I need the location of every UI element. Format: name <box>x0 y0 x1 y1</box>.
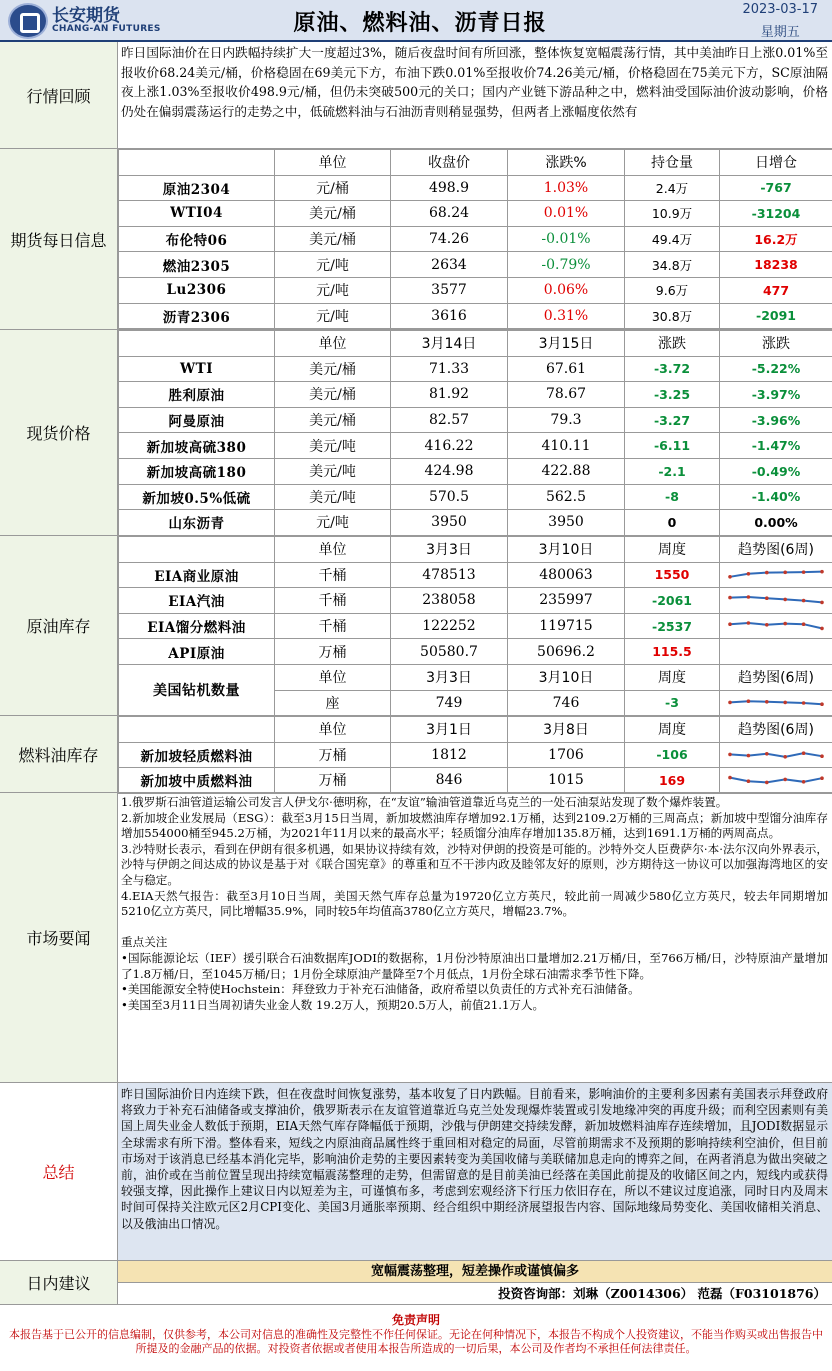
spot-name: 胜利原油 <box>119 382 275 408</box>
close-price: 2634 <box>391 252 508 278</box>
unit-cell: 千桶 <box>275 613 391 639</box>
instrument-name: 沥青2306 <box>119 303 275 329</box>
trend-cell <box>720 768 832 794</box>
trend-point <box>820 702 824 706</box>
column-header: 3月3日 <box>391 537 508 563</box>
daily-oi-change: -2091 <box>720 303 832 329</box>
table-row <box>119 277 832 303</box>
table-row <box>119 407 832 433</box>
spot-name: 阿曼原油 <box>119 407 275 433</box>
price-change: -3.27 <box>625 407 720 433</box>
price-change: -3.25 <box>625 382 720 408</box>
section-label: 期货每日信息 <box>0 149 118 329</box>
spot-name: 新加坡0.5%低硫 <box>119 484 275 510</box>
unit-cell: 美元/桶 <box>275 356 391 382</box>
table-row <box>119 510 832 536</box>
column-header: 3月8日 <box>508 717 625 743</box>
spot-name: WTI <box>119 356 275 382</box>
column-header: 涨跌% <box>508 150 625 176</box>
price-day1: 424.98 <box>391 458 508 484</box>
column-header: 收盘价 <box>391 150 508 176</box>
value-week2: 480063 <box>508 562 625 588</box>
daily-oi-change: 18238 <box>720 252 832 278</box>
price-day2: 67.61 <box>508 356 625 382</box>
trend-point <box>802 780 806 784</box>
brand-name-en: CHANG-AN FUTURES <box>52 24 161 34</box>
news-item: •美国能源安全特使Hochstein：拜登致力于补充石油储备，政府希望以负责任的方式补充石油储备。 <box>121 982 640 997</box>
weekly-change: -106 <box>625 742 720 768</box>
trend-point <box>728 575 732 579</box>
table-row <box>119 458 832 484</box>
price-change-pct: -5.22% <box>720 356 832 382</box>
trend-point <box>802 701 806 705</box>
trend-point <box>783 598 787 602</box>
inventory-name: EIA馏分燃料油 <box>119 613 275 639</box>
news-item: •美国至3月11日当周初请失业金人数 19.2万人，预期20.5万人，前值21.1万人。 <box>121 997 545 1012</box>
column-header: 趋势图(6周) <box>720 664 832 690</box>
open-interest: 10.9万 <box>625 201 720 227</box>
trend-point <box>747 621 751 625</box>
table-row <box>119 201 832 227</box>
price-change-pct: -0.49% <box>720 458 832 484</box>
unit-cell: 美元/吨 <box>275 458 391 484</box>
trend-point <box>765 623 769 627</box>
header-blank <box>119 717 275 743</box>
unit-cell: 万桶 <box>275 742 391 768</box>
value-week1: 238058 <box>391 588 508 614</box>
fuel-inventory-table <box>118 716 832 794</box>
trend-point <box>783 755 787 759</box>
inventory-name: EIA汽油 <box>119 588 275 614</box>
advice-box <box>118 1261 832 1304</box>
column-header: 3月10日 <box>508 537 625 563</box>
daily-oi-change: 16.2万 <box>720 226 832 252</box>
instrument-name: Lu2306 <box>119 277 275 303</box>
table-row <box>119 303 832 329</box>
section-label: 原油库存 <box>0 536 118 715</box>
value-week2: 1015 <box>508 768 625 794</box>
close-price: 3616 <box>391 303 508 329</box>
news-item: 1.俄罗斯石油管道运输公司发言人伊戈尔·德明称，在“友谊”输油管道靠近乌克兰的一处石油泵站发现了数个爆炸装置。 <box>121 795 728 809</box>
value-week2: 746 <box>508 690 625 716</box>
price-day2: 562.5 <box>508 484 625 510</box>
unit-cell: 元/吨 <box>275 277 391 303</box>
change-pct: -0.01% <box>508 226 625 252</box>
weekly-change: -2061 <box>625 588 720 614</box>
trend-line <box>730 623 822 628</box>
trend-point <box>820 627 824 631</box>
price-day1: 71.33 <box>391 356 508 382</box>
unit-cell: 美元/桶 <box>275 382 391 408</box>
open-interest: 9.6万 <box>625 277 720 303</box>
fuel-inventory-section <box>0 716 832 793</box>
table-row <box>119 484 832 510</box>
advice-main: 宽幅震荡整理，短差操作或谨慎偏多 <box>118 1261 832 1283</box>
change-pct: 0.31% <box>508 303 625 329</box>
price-change-pct: -1.47% <box>720 433 832 459</box>
column-header: 周度 <box>625 537 720 563</box>
value-week1: 749 <box>391 690 508 716</box>
close-price: 74.26 <box>391 226 508 252</box>
trend-point <box>728 700 732 704</box>
trend-point <box>747 780 751 784</box>
table-row <box>119 226 832 252</box>
price-change-pct: -3.96% <box>720 407 832 433</box>
trend-point <box>747 596 751 600</box>
brand-name-cn: 长安期货 <box>52 6 120 26</box>
trend-point <box>728 752 732 756</box>
inventory-name: 新加坡中质燃料油 <box>119 768 275 794</box>
table-row <box>119 356 832 382</box>
instrument-name: WTI04 <box>119 201 275 227</box>
trend-point <box>820 570 824 574</box>
section-label: 市场要闻 <box>0 793 118 1082</box>
open-interest: 30.8万 <box>625 303 720 329</box>
weekly-change: 1550 <box>625 562 720 588</box>
disclaimer-text: 本报告基于已公开的信息编制，仅供参考，本公司对信息的准确性及完整性不作任何保证。无论在何种情况下，本报告不构成个人投资建议，不能当作购买或出售报告中所提及的金融产品的依据。对投资者依据或者使用本报告所造成的一切后果，本公司及作者均不承担任何法律责任。 <box>9 1327 823 1355</box>
price-change-pct: -1.40% <box>720 484 832 510</box>
trend-line <box>730 701 822 704</box>
unit-cell: 元/吨 <box>275 510 391 536</box>
price-change: -8 <box>625 484 720 510</box>
trend-point <box>765 781 769 785</box>
weekday-text: 星期五 <box>760 25 800 40</box>
price-day2: 422.88 <box>508 458 625 484</box>
news-item <box>121 920 828 936</box>
column-header: 日增仓 <box>720 150 832 176</box>
change-pct: 1.03% <box>508 175 625 201</box>
header-blank <box>119 331 275 357</box>
news-item: •国际能源论坛（IEF）援引联合石油数据库JODI的数据称，1月份沙特原油出口量增加2.21万桶/日，至766万桶/日，沙特原油产量增加了1.8万桶/日，至1045万桶/日；1月份全球原油产量降至7个月低点，1月份全球石油需求季节性下降。 <box>121 950 828 981</box>
header-row <box>119 717 832 743</box>
section-label: 行情回顾 <box>0 42 118 148</box>
trend-point <box>728 596 732 600</box>
header-blank <box>119 537 275 563</box>
price-change: -6.11 <box>625 433 720 459</box>
summary-box <box>118 1083 832 1260</box>
news-item: 重点关注 <box>121 935 168 950</box>
crude-inventory-section <box>0 536 832 716</box>
column-header: 趋势图(6周) <box>720 717 832 743</box>
table-row <box>119 742 832 768</box>
price-change-pct: 0.00% <box>720 510 832 536</box>
trend-sparkline <box>726 590 826 610</box>
column-header: 持仓量 <box>625 150 720 176</box>
trend-sparkline <box>726 693 826 713</box>
value-week2: 50696.2 <box>508 639 625 665</box>
disclaimer <box>4 1313 828 1357</box>
price-day1: 3950 <box>391 510 508 536</box>
trend-point <box>765 571 769 575</box>
trend-point <box>783 700 787 704</box>
review-text: 昨日国际油价在日内跌幅持续扩大一度超过3%，随后夜盘时间有所回涨，整体恢复宽幅震荡行情，其中美油昨日上涨0.01%至报收价68.24美元/桶，价格稳固在69美元下方，布油下跌0.01%至报收价74.26美元/桶，价格稳固在75美元下方，SC原油隔夜上涨1.03%至报收价498.9元/桶，但仍未突破500元的关口；国内产业链下游品种之中，燃料油受国际油价波动影响，价格仍处在偏弱震荡运行的走势之中，低硫燃料油与石油沥青则稍显强势，但两者上涨幅度依然有 <box>121 45 828 119</box>
trend-point <box>747 572 751 576</box>
unit-cell: 万桶 <box>275 768 391 794</box>
value-week1: 50580.7 <box>391 639 508 665</box>
value-week1: 1812 <box>391 742 508 768</box>
price-day1: 416.22 <box>391 433 508 459</box>
trend-point <box>820 601 824 605</box>
rig-header-row <box>119 664 832 690</box>
instrument-name: 原油2304 <box>119 175 275 201</box>
table-row <box>119 613 832 639</box>
trend-point <box>783 778 787 782</box>
trend-cell <box>720 562 832 588</box>
unit-cell: 美元/桶 <box>275 226 391 252</box>
trend-point <box>783 622 787 626</box>
trend-point <box>765 700 769 704</box>
column-header: 涨跌 <box>625 331 720 357</box>
price-day2: 3950 <box>508 510 625 536</box>
column-header: 3月10日 <box>508 664 625 690</box>
trend-line <box>730 572 822 577</box>
trend-point <box>747 699 751 703</box>
report-header <box>0 0 832 42</box>
trend-point <box>820 754 824 758</box>
price-day1: 81.92 <box>391 382 508 408</box>
price-change: -2.1 <box>625 458 720 484</box>
trend-cell <box>720 613 832 639</box>
trend-point <box>802 622 806 626</box>
column-header: 3月14日 <box>391 331 508 357</box>
trend-line <box>730 597 822 602</box>
value-week1: 478513 <box>391 562 508 588</box>
daily-oi-change: -767 <box>720 175 832 201</box>
crude-inventory-table <box>118 536 832 716</box>
change-pct: 0.01% <box>508 201 625 227</box>
news-item: 4.EIA天然气报告：截至3月10日当周，美国天然气库存总量为19720亿立方英尺，较此前一周减少580亿立方英尺，较去年同期增加5210亿立方英尺，同比增幅35.9%，同时较5年均值高3780亿立方英尺，增幅23.7%。 <box>121 888 828 919</box>
spot-price-section <box>0 330 832 536</box>
column-header: 3月1日 <box>391 717 508 743</box>
value-week1: 122252 <box>391 613 508 639</box>
weekly-change: 115.5 <box>625 639 720 665</box>
column-header: 趋势图(6周) <box>720 537 832 563</box>
table-row <box>119 562 832 588</box>
unit-cell: 元/吨 <box>275 252 391 278</box>
market-review-section <box>0 42 832 149</box>
trend-point <box>728 776 732 780</box>
trend-line <box>730 753 822 757</box>
value-week2: 235997 <box>508 588 625 614</box>
advice-section <box>0 1261 832 1305</box>
price-day2: 78.67 <box>508 382 625 408</box>
section-label: 日内建议 <box>0 1261 118 1304</box>
unit-cell: 美元/吨 <box>275 484 391 510</box>
value-week1: 846 <box>391 768 508 794</box>
instrument-name: 燃油2305 <box>119 252 275 278</box>
header-row <box>119 537 832 563</box>
disclaimer-title: 免责声明 <box>391 1313 440 1327</box>
trend-point <box>802 570 806 574</box>
trend-point <box>820 777 824 781</box>
price-day1: 82.57 <box>391 407 508 433</box>
news-list <box>121 795 828 1013</box>
trend-sparkline <box>726 616 826 636</box>
price-change-pct: -3.97% <box>720 382 832 408</box>
section-label: 燃料油库存 <box>0 716 118 792</box>
trend-point <box>802 599 806 603</box>
trend-point <box>728 622 732 626</box>
trend-cell <box>720 588 832 614</box>
header-row <box>119 150 832 176</box>
open-interest: 2.4万 <box>625 175 720 201</box>
open-interest: 49.4万 <box>625 226 720 252</box>
trend-point <box>783 570 787 574</box>
trend-sparkline <box>726 745 826 765</box>
open-interest: 34.8万 <box>625 252 720 278</box>
column-header: 3月3日 <box>391 664 508 690</box>
column-header: 周度 <box>625 717 720 743</box>
summary-section <box>0 1083 832 1261</box>
market-news-section <box>0 793 832 1083</box>
close-price: 3577 <box>391 277 508 303</box>
news-item: 2.新加坡企业发展局（ESG）：截至3月15日当周，新加坡燃油库存增加92.1万桶，达到2109.2万桶的三周高点；新加坡中型馏分油库存增加554000桶至945.2万桶，为2021年11月以来的最高水平；轻质馏分油库存增加135.8万桶，达到1691.1万桶的两周高点。 <box>121 810 828 841</box>
column-header: 单位 <box>275 717 391 743</box>
table-row <box>119 252 832 278</box>
trend-cell <box>720 690 832 716</box>
instrument-name: 布伦特06 <box>119 226 275 252</box>
column-header: 单位 <box>275 664 391 690</box>
futures-section <box>0 149 832 330</box>
unit-cell: 座 <box>275 690 391 716</box>
trend-point <box>765 597 769 601</box>
header-blank <box>119 150 275 176</box>
table-row <box>119 175 832 201</box>
price-day2: 410.11 <box>508 433 625 459</box>
column-header: 周度 <box>625 664 720 690</box>
table-row <box>119 639 832 665</box>
column-header: 单位 <box>275 331 391 357</box>
column-header: 单位 <box>275 150 391 176</box>
inventory-name: EIA商业原油 <box>119 562 275 588</box>
section-label: 现货价格 <box>0 330 118 535</box>
advice-consult: 投资咨询部：刘琳（Z0014306） 范磊（F03101876） <box>498 1286 826 1301</box>
change-pct: 0.06% <box>508 277 625 303</box>
unit-cell: 千桶 <box>275 588 391 614</box>
report-date <box>742 2 818 40</box>
futures-table <box>118 149 832 329</box>
value-week2: 1706 <box>508 742 625 768</box>
price-change: 0 <box>625 510 720 536</box>
section-label: 总结 <box>0 1083 118 1260</box>
trend-cell <box>720 742 832 768</box>
column-header: 3月15日 <box>508 331 625 357</box>
trend-line <box>730 778 822 783</box>
unit-cell: 万桶 <box>275 639 391 665</box>
trend-sparkline <box>726 770 826 790</box>
inventory-name: API原油 <box>119 639 275 665</box>
spot-name: 山东沥青 <box>119 510 275 536</box>
weekly-change: -2537 <box>625 613 720 639</box>
report-title: 原油、燃料油、沥青日报 <box>293 11 547 36</box>
price-day1: 570.5 <box>391 484 508 510</box>
header-row <box>119 331 832 357</box>
company-logo-icon <box>8 3 48 39</box>
spot-price-table <box>118 330 832 536</box>
unit-cell: 美元/桶 <box>275 407 391 433</box>
trend-point <box>802 751 806 755</box>
daily-oi-change: 477 <box>720 277 832 303</box>
price-day2: 79.3 <box>508 407 625 433</box>
trend-sparkline <box>726 565 826 585</box>
column-header: 涨跌 <box>720 331 832 357</box>
unit-cell: 千桶 <box>275 562 391 588</box>
trend-point <box>747 754 751 758</box>
table-row <box>119 433 832 459</box>
weekly-change: 169 <box>625 768 720 794</box>
unit-cell: 元/吨 <box>275 303 391 329</box>
spot-name: 新加坡高硫180 <box>119 458 275 484</box>
rig-count-name: 美国钻机数量 <box>119 664 275 715</box>
change-pct: -0.79% <box>508 252 625 278</box>
summary-text: 昨日国际油价日内连续下跌，但在夜盘时间恢复涨势，基本收复了日内跌幅。目前看来，影响油价的主要利多因素有美国表示拜登政府将致力于补充石油储备或支撑油价，俄罗斯表示在友谊管道靠近乌克兰处发现爆炸装置或引发地缘冲突的再度升级；而利空因素则有美国上周失业金人数低于预期，EIA天然气库存降幅低于预期，沙俄与伊朗建交持续发酵，新加坡燃料油库存连续增加，且JODI数据显示全球需求有所下滑。整体看来，短线之内原油商品属性终于重回相对稳定的局面，尽管前期需求不及预期的影响持续利空油价，但目前市场对于该消息已经基本消化完毕，影响油价走势的主要因素转变为美国收储与美联储加息走向的博弈之间，在两者消息为做出突破之前，油价或在当前位置呈现出持续宽幅震荡整理的走势，但需留意的是目前美油已经落在美国此前提及的收储区间之内，短线内或获得较强支撑，因此操作上建议日内以短差为主，可谨慎布多，考虑到宏观经济下行压力依旧存在，所以不建议过度追涨，同时日内及周末时间可保持关注欧元区2月CPI变化、美国3月通胀率预期、经合组织中期经济展望报告内容、国际地缘局势变化、美国收储相关消息、以及俄油出口情况。 <box>121 1087 828 1231</box>
spot-name: 新加坡高硫380 <box>119 433 275 459</box>
news-item: 3.沙特财长表示，看到在伊朗有很多机遇，如果协议持续有效，沙特对伊朗的投资是可能的。沙特外交人臣费萨尔·本·法尔汉向外界表示，沙特与伊朗之间达成的协议是基于对《联合国宪章》的尊重和互不干涉内政及睦邻友好的原则，沙方期待这一协议可以加强海湾地区的安全与稳定。 <box>121 841 828 887</box>
trend-point <box>765 752 769 756</box>
daily-oi-change: -31204 <box>720 201 832 227</box>
date-text: 2023-03-17 <box>742 2 818 17</box>
close-price: 68.24 <box>391 201 508 227</box>
close-price: 498.9 <box>391 175 508 201</box>
value-week2: 119715 <box>508 613 625 639</box>
inventory-name: 新加坡轻质燃料油 <box>119 742 275 768</box>
column-header: 单位 <box>275 537 391 563</box>
price-change: -3.72 <box>625 356 720 382</box>
weekly-change: -3 <box>625 690 720 716</box>
table-row <box>119 588 832 614</box>
table-row <box>119 768 832 794</box>
unit-cell: 元/桶 <box>275 175 391 201</box>
unit-cell: 美元/桶 <box>275 201 391 227</box>
trend-cell <box>720 639 832 665</box>
table-row <box>119 382 832 408</box>
unit-cell: 美元/吨 <box>275 433 391 459</box>
